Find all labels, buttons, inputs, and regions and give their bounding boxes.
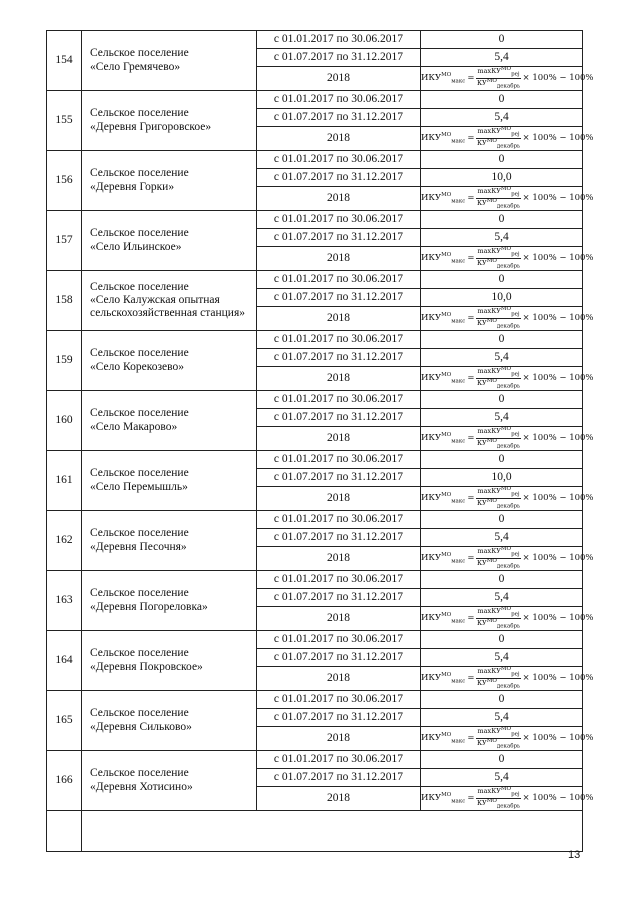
settlement-title: «Село Макарово» — [90, 420, 178, 433]
year-cell: 2018 — [257, 667, 421, 691]
period-second-half: с 01.07.2017 по 31.12.2017 — [257, 409, 421, 427]
formula: $ИКУ^{МО}_{макс}$ = $\frac{\max КУ^{МО}_{реj}}{КУ^{МО}_{декабрь}}$ × 100% − 100% — [421, 186, 594, 210]
settlement-type: Сельское поселение — [90, 227, 189, 240]
settlement-type: Сельское поселение — [90, 47, 189, 60]
table-row — [47, 571, 583, 589]
settlement-name — [82, 151, 257, 211]
value-first-half: 0 — [421, 511, 583, 529]
formula-cell — [421, 126, 594, 151]
formula: $ИКУ^{МО}_{макс}$ = $\frac{\max КУ^{МО}_{реj}}{КУ^{МО}_{декабрь}}$ × 100% − 100% — [421, 726, 594, 750]
year-cell: 2018 — [257, 787, 421, 811]
settlement-title: «Село Перемышль» — [90, 480, 188, 493]
settlement-type: Сельское поселение — [90, 467, 189, 480]
value-second-half: 10,0 — [421, 169, 583, 187]
value-second-half: 5,4 — [421, 109, 583, 127]
period-first-half: с 01.01.2017 по 30.06.2017 — [257, 31, 421, 49]
settlement-title: «Деревня Сильково» — [90, 720, 192, 733]
period-second-half: с 01.07.2017 по 31.12.2017 — [257, 529, 421, 547]
table-row — [47, 811, 583, 852]
tariff-table — [46, 30, 594, 852]
value-second-half: 5,4 — [421, 349, 583, 367]
table-row — [47, 391, 583, 409]
year-cell: 2018 — [257, 307, 421, 331]
settlement-type: Сельское поселение — [90, 707, 189, 720]
settlement-name — [82, 511, 257, 571]
period-first-half: с 01.01.2017 по 30.06.2017 — [257, 691, 421, 709]
settlement-type: Сельское поселение — [90, 767, 189, 780]
row-number: 154 — [47, 31, 82, 91]
row-number: 162 — [47, 511, 82, 571]
settlement-name — [82, 91, 257, 151]
year-cell: 2018 — [257, 247, 421, 271]
settlement-type: Сельское поселение — [90, 587, 189, 600]
period-second-half: с 01.07.2017 по 31.12.2017 — [257, 229, 421, 247]
value-first-half: 0 — [421, 571, 583, 589]
year-cell: 2018 — [257, 427, 421, 451]
period-first-half: с 01.01.2017 по 30.06.2017 — [257, 511, 421, 529]
formula-cell — [421, 186, 594, 211]
settlement-name — [82, 571, 257, 631]
value-first-half: 0 — [421, 751, 583, 769]
settlement-title: «Деревня Хотисино» — [90, 780, 193, 793]
row-number: 158 — [47, 271, 82, 331]
table-row — [47, 211, 583, 229]
period-second-half: с 01.07.2017 по 31.12.2017 — [257, 49, 421, 67]
formula-cell — [421, 426, 594, 451]
settlement-name — [82, 451, 257, 511]
table-row — [47, 31, 583, 49]
year-cell: 2018 — [257, 127, 421, 151]
table-row — [47, 631, 583, 649]
settlement-title: «Деревня Григоровское» — [90, 120, 212, 133]
value-second-half: 5,4 — [421, 769, 583, 787]
value-first-half: 0 — [421, 211, 583, 229]
formula-cell — [421, 246, 594, 271]
value-second-half: 5,4 — [421, 49, 583, 67]
period-first-half: с 01.01.2017 по 30.06.2017 — [257, 151, 421, 169]
formula-cell — [421, 486, 594, 511]
settlement-title: «Деревня Покровское» — [90, 660, 203, 673]
value-first-half: 0 — [421, 451, 583, 469]
formula: $ИКУ^{МО}_{макс}$ = $\frac{\max КУ^{МО}_{реj}}{КУ^{МО}_{декабрь}}$ × 100% − 100% — [421, 246, 594, 270]
settlement-name — [82, 751, 257, 811]
table-row — [47, 271, 583, 289]
formula-cell — [421, 66, 594, 91]
formula: $ИКУ^{МО}_{макс}$ = $\frac{\max КУ^{МО}_{реj}}{КУ^{МО}_{декабрь}}$ × 100% − 100% — [421, 606, 594, 630]
period-second-half: с 01.07.2017 по 31.12.2017 — [257, 709, 421, 727]
period-second-half: с 01.07.2017 по 31.12.2017 — [257, 349, 421, 367]
settlement-name — [82, 391, 257, 451]
formula: $ИКУ^{МО}_{макс}$ = $\frac{\max КУ^{МО}_{реj}}{КУ^{МО}_{декабрь}}$ × 100% − 100% — [421, 786, 594, 810]
formula-cell — [421, 546, 594, 571]
year-cell: 2018 — [257, 367, 421, 391]
settlement-type: Сельское поселение — [90, 647, 189, 660]
value-first-half: 0 — [421, 391, 583, 409]
settlement-title: «Село Калужская опытная сельскохозяйственная станция» — [90, 293, 246, 320]
row-number: 164 — [47, 631, 82, 691]
value-second-half: 5,4 — [421, 589, 583, 607]
value-second-half: 10,0 — [421, 469, 583, 487]
value-second-half: 5,4 — [421, 409, 583, 427]
table-row — [47, 451, 583, 469]
year-cell: 2018 — [257, 727, 421, 751]
value-first-half: 0 — [421, 631, 583, 649]
period-first-half: с 01.01.2017 по 30.06.2017 — [257, 391, 421, 409]
period-second-half: с 01.07.2017 по 31.12.2017 — [257, 289, 421, 307]
period-second-half: с 01.07.2017 по 31.12.2017 — [257, 649, 421, 667]
year-cell: 2018 — [257, 487, 421, 511]
row-number: 163 — [47, 571, 82, 631]
table-row — [47, 331, 583, 349]
formula: $ИКУ^{МО}_{макс}$ = $\frac{\max КУ^{МО}_{реj}}{КУ^{МО}_{декабрь}}$ × 100% − 100% — [421, 126, 594, 150]
formula-cell — [421, 306, 594, 331]
period-first-half: с 01.01.2017 по 30.06.2017 — [257, 211, 421, 229]
table-row — [47, 751, 583, 769]
settlement-name — [82, 631, 257, 691]
settlement-title: «Село Ильинское» — [90, 240, 182, 253]
formula: $ИКУ^{МО}_{макс}$ = $\frac{\max КУ^{МО}_{реj}}{КУ^{МО}_{декабрь}}$ × 100% − 100% — [421, 366, 594, 390]
settlement-name — [82, 31, 257, 91]
settlement-name — [82, 271, 257, 331]
row-number: 156 — [47, 151, 82, 211]
year-cell: 2018 — [257, 67, 421, 91]
settlement-type: Сельское поселение — [90, 107, 189, 120]
settlement-name — [82, 211, 257, 271]
value-first-half: 0 — [421, 31, 583, 49]
settlement-type: Сельское поселение — [90, 527, 189, 540]
settlement-name — [82, 331, 257, 391]
value-second-half: 5,4 — [421, 709, 583, 727]
year-cell: 2018 — [257, 187, 421, 211]
value-first-half: 0 — [421, 151, 583, 169]
value-first-half: 0 — [421, 331, 583, 349]
row-number: 160 — [47, 391, 82, 451]
period-first-half: с 01.01.2017 по 30.06.2017 — [257, 631, 421, 649]
settlement-type: Сельское поселение — [90, 347, 189, 360]
period-second-half: с 01.07.2017 по 31.12.2017 — [257, 109, 421, 127]
settlement-type: Сельское поселение — [90, 167, 189, 180]
formula: $ИКУ^{МО}_{макс}$ = $\frac{\max КУ^{МО}_{реj}}{КУ^{МО}_{декабрь}}$ × 100% − 100% — [421, 66, 594, 90]
period-first-half: с 01.01.2017 по 30.06.2017 — [257, 571, 421, 589]
settlement-name — [82, 691, 257, 751]
value-second-half: 5,4 — [421, 529, 583, 547]
row-number: 157 — [47, 211, 82, 271]
row-number: 155 — [47, 91, 82, 151]
formula: $ИКУ^{МО}_{макс}$ = $\frac{\max КУ^{МО}_{реj}}{КУ^{МО}_{декабрь}}$ × 100% − 100% — [421, 666, 594, 690]
value-second-half: 10,0 — [421, 289, 583, 307]
value-second-half: 5,4 — [421, 229, 583, 247]
value-first-half: 0 — [421, 271, 583, 289]
period-first-half: с 01.01.2017 по 30.06.2017 — [257, 331, 421, 349]
table-row — [47, 511, 583, 529]
table-row — [47, 91, 583, 109]
formula: $ИКУ^{МО}_{макс}$ = $\frac{\max КУ^{МО}_{реj}}{КУ^{МО}_{декабрь}}$ × 100% − 100% — [421, 486, 594, 510]
period-first-half: с 01.01.2017 по 30.06.2017 — [257, 91, 421, 109]
period-first-half: с 01.01.2017 по 30.06.2017 — [257, 451, 421, 469]
period-first-half: с 01.01.2017 по 30.06.2017 — [257, 751, 421, 769]
formula: $ИКУ^{МО}_{макс}$ = $\frac{\max КУ^{МО}_{реj}}{КУ^{МО}_{декабрь}}$ × 100% − 100% — [421, 546, 594, 570]
period-second-half: с 01.07.2017 по 31.12.2017 — [257, 469, 421, 487]
settlement-type: Сельское поселение — [90, 280, 189, 293]
period-second-half: с 01.07.2017 по 31.12.2017 — [257, 169, 421, 187]
formula: $ИКУ^{МО}_{макс}$ = $\frac{\max КУ^{МО}_{реj}}{КУ^{МО}_{декабрь}}$ × 100% − 100% — [421, 426, 594, 450]
settlement-type: Сельское поселение — [90, 407, 189, 420]
period-second-half: с 01.07.2017 по 31.12.2017 — [257, 589, 421, 607]
settlement-title: «Село Гремячево» — [90, 60, 181, 73]
period-second-half: с 01.07.2017 по 31.12.2017 — [257, 769, 421, 787]
row-number: 161 — [47, 451, 82, 511]
value-first-half: 0 — [421, 91, 583, 109]
formula-cell — [421, 606, 594, 631]
formula-cell — [421, 366, 594, 391]
settlement-title: «Село Корекозево» — [90, 360, 184, 373]
formula-cell — [421, 666, 594, 691]
formula-cell — [421, 786, 594, 811]
row-number: 165 — [47, 691, 82, 751]
formula: $ИКУ^{МО}_{макс}$ = $\frac{\max КУ^{МО}_{реj}}{КУ^{МО}_{декабрь}}$ × 100% − 100% — [421, 306, 594, 330]
settlement-title: «Деревня Песочня» — [90, 540, 187, 553]
year-cell: 2018 — [257, 547, 421, 571]
value-second-half: 5,4 — [421, 649, 583, 667]
table-row — [47, 691, 583, 709]
year-cell: 2018 — [257, 607, 421, 631]
period-first-half: с 01.01.2017 по 30.06.2017 — [257, 271, 421, 289]
settlement-title: «Деревня Горки» — [90, 180, 175, 193]
table-row — [47, 151, 583, 169]
value-first-half: 0 — [421, 691, 583, 709]
formula-cell — [421, 726, 594, 751]
page-number: 13 — [568, 849, 581, 861]
row-number: 159 — [47, 331, 82, 391]
row-number: 166 — [47, 751, 82, 811]
settlement-title: «Деревня Погореловка» — [90, 600, 208, 613]
